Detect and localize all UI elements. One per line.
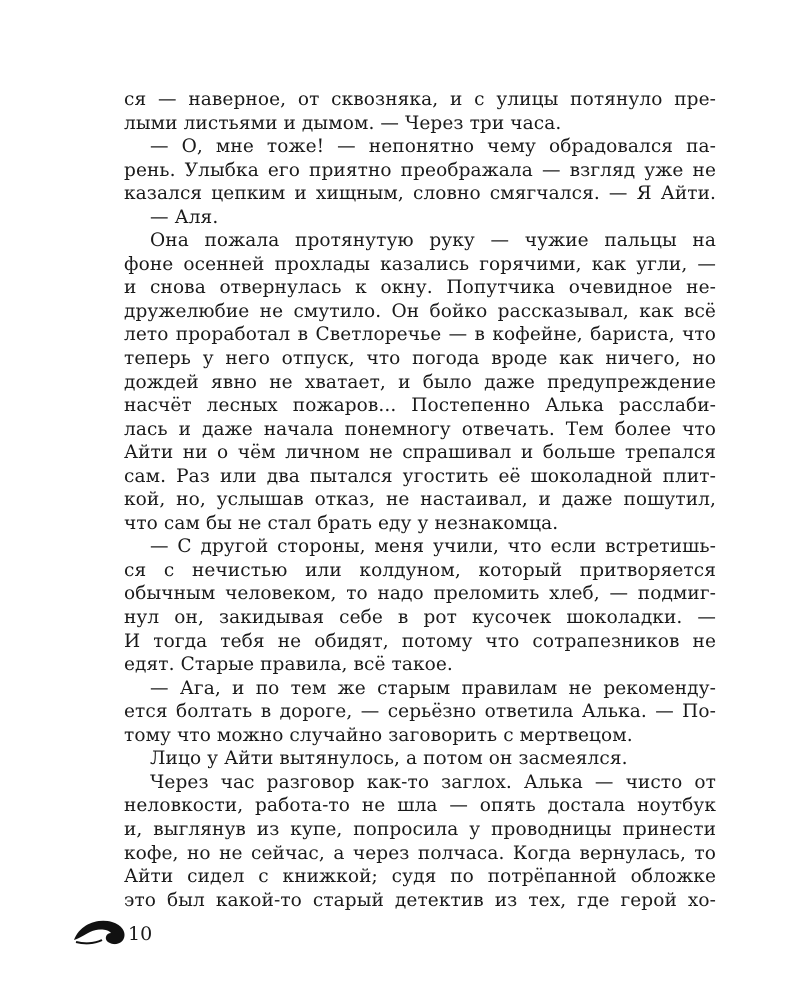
text-line: кофе, но не сейчас, а через полчаса. Когда вернулась, то: [124, 842, 716, 864]
text-line: едят. Старые правила, всё такое.: [124, 654, 453, 676]
text-line: — Аля.: [150, 206, 219, 228]
text-line: лыми листьями и дымом. — Через три часа.: [124, 112, 562, 134]
text-line: дружелюбие не смутило. Он бойко рассказывал, как всё: [124, 300, 716, 322]
text-line: теперь у него отпуск, что погода вроде как ничего, но: [124, 348, 716, 370]
text-line: насчёт лесных пожаров... Постепенно Алька расслаби-: [124, 395, 716, 417]
text-line: Через час разговор как-то заглох. Алька — чисто от: [150, 771, 716, 793]
text-line: ется болтать в дороге, — серьёзно ответила Алька. — По-: [124, 701, 716, 723]
text-line: И тогда тебя не обидят, потому что сотрапезников не: [124, 630, 716, 652]
text-line: Айти сидел с книжкой; судя по потрёпанной обложке: [124, 866, 716, 888]
text-line: и, выглянув из купе, попросила у проводницы принести: [124, 818, 716, 840]
text-line: неловкости, работа-то не шла — опять достала ноутбук: [124, 795, 716, 817]
leaf-ornament-icon: [72, 914, 128, 950]
body-text: [124, 88, 716, 912]
page-footer: [72, 914, 192, 954]
text-line: и снова отвернулась к окну. Попутчика очевидное не-: [124, 277, 716, 299]
text-line: казался цепким и хищным, словно смягчался. — Я Айти.: [124, 183, 716, 205]
text-line: лась и даже начала понемногу отвечать. Тем более что: [124, 418, 716, 440]
text-line: обычным человеком, то надо преломить хлеб, — подмиг-: [124, 583, 716, 605]
text-line: дождей явно не хватает, и было даже предупреждение: [124, 371, 716, 393]
text-line: лето проработал в Светлоречье — в кофейне, бариста, что: [124, 324, 716, 346]
text-line: тому что можно случайно заговорить с мертвецом.: [124, 724, 633, 746]
text-line: ся — наверное, от сквозняка, и с улицы потянуло пре-: [124, 89, 716, 110]
text-line: кой, но, услышав отказ, не настаивал, и даже пошутил,: [124, 489, 716, 511]
text-line: Айти ни о чём личном не спрашивал и больше трепался: [124, 442, 716, 464]
text-line: — О, мне тоже! — непонятно чему обрадовался па-: [150, 136, 716, 158]
text-line: — Ага, и по тем же старым правилам не рекоменду-: [150, 677, 716, 699]
page-number: 10: [128, 923, 153, 945]
text-line: сам. Раз или два пытался угостить её шоколадной плит-: [124, 465, 716, 487]
text-line: фоне осенней прохлады казались горячими, как угли, —: [124, 253, 716, 275]
text-line: Лицо у Айти вытянулось, а потом он засмеялся.: [150, 748, 628, 770]
text-line: — С другой стороны, меня учили, что если встретишь-: [150, 536, 716, 558]
text-line: что сам бы не стал брать еду у незнакомца.: [124, 512, 559, 534]
text-line: это был какой-то старый детектив из тех, где герой хо-: [124, 889, 716, 911]
text-line: рень. Улыбка его приятно преображала — взгляд уже не: [124, 159, 716, 181]
text-line: Она пожала протянутую руку — чужие пальцы на: [150, 230, 716, 252]
text-line: ся с нечистью или колдуном, который притворяется: [124, 559, 716, 581]
text-line: нул он, закидывая себе в рот кусочек шоколадки. —: [124, 607, 716, 629]
